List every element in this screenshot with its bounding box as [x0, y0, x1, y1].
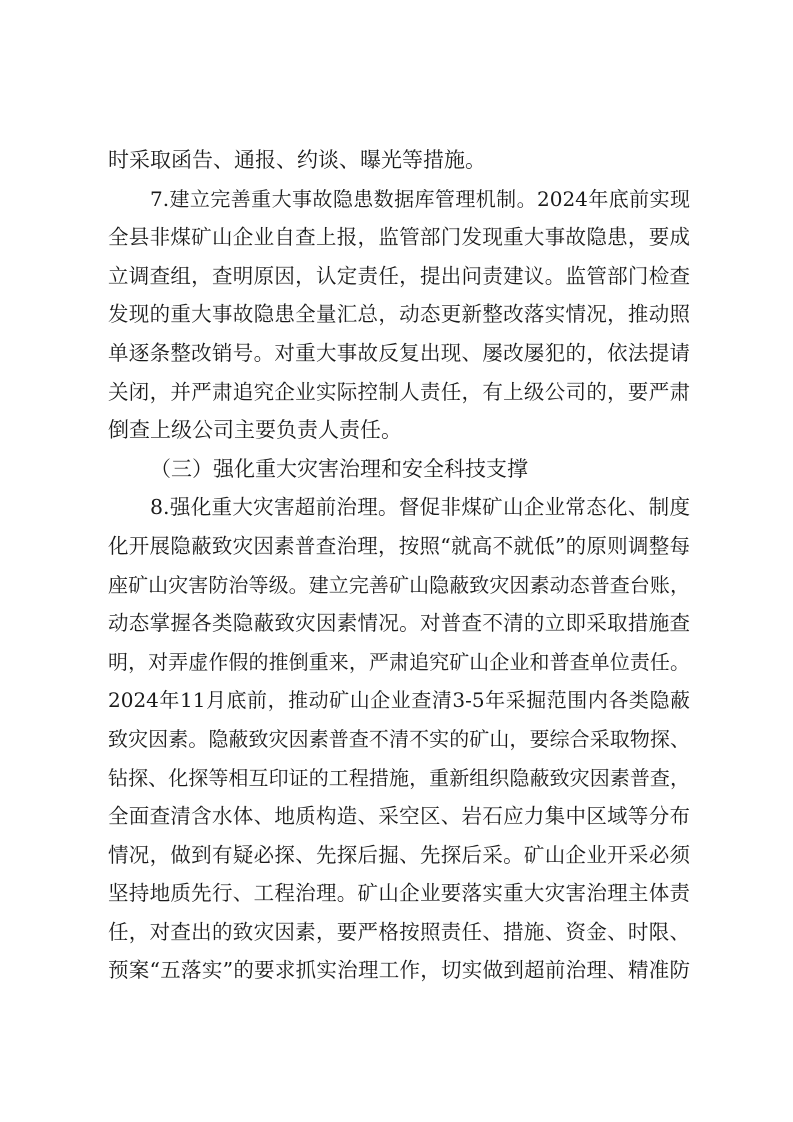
document-body [108, 141, 690, 990]
paragraph-line: 2024年11月底前，推动矿山企业查清3-5年采掘范围内各类隐蔽 [108, 688, 690, 713]
paragraph-line: 情况，做到有疑必探、先探后掘、先探后采。矿山企业开采必须 [108, 842, 690, 867]
paragraph-line: 全县非煤矿山企业自查上报，监管部门发现重大事故隐患，要成 [108, 225, 690, 250]
paragraph-line: 坚持地质先行、工程治理。矿山企业要落实重大灾害治理主体责 [108, 881, 690, 906]
paragraph-line: 明，对弄虚作假的推倒重来，严肃追究矿山企业和普查单位责任。 [108, 649, 690, 674]
paragraph-line: 任，对查出的致灾因素，要严格按照责任、措施、资金、时限、 [108, 919, 690, 944]
paragraph-line: 立调查组，查明原因，认定责任，提出问责建议。监管部门检查 [108, 263, 690, 288]
paragraph-line: 时采取函告、通报、约谈、曝光等措施。 [108, 148, 486, 172]
paragraph-line: 倒查上级公司主要负责人责任。 [108, 418, 402, 443]
paragraph-line: 关闭，并严肃追究企业实际控制人责任，有上级公司的，要严肃 [108, 379, 690, 404]
paragraph-line: 座矿山灾害防治等级。建立完善矿山隐蔽致灾因素动态普查台账， [108, 572, 690, 597]
paragraph-line: 化开展隐蔽致灾因素普查治理，按照“就高不就低”的原则调整每 [108, 533, 690, 558]
paragraph-line: 致灾因素。隐蔽致灾因素普查不清不实的矿山，要综合采取物探、 [108, 726, 690, 751]
paragraph-line: 动态掌握各类隐蔽致灾因素情况。对普查不清的立即采取措施查 [108, 611, 690, 636]
paragraph-line: 全面查清含水体、地质构造、采空区、岩石应力集中区域等分布 [108, 804, 690, 829]
paragraph-line: 单逐条整改销号。对重大事故反复出现、屡改屡犯的，依法提请 [108, 340, 690, 365]
paragraph-line: 钻探、化探等相互印证的工程措施，重新组织隐蔽致灾因素普查， [108, 765, 690, 790]
paragraph-line: 7.建立完善重大事故隐患数据库管理机制。2024年底前实现 [150, 186, 690, 211]
paragraph-line: 预案“五落实”的要求抓实治理工作，切实做到超前治理、精准防 [108, 958, 690, 983]
paragraph-line: 8.强化重大灾害超前治理。督促非煤矿山企业常态化、制度 [150, 495, 690, 520]
paragraph-line: 发现的重大事故隐患全量汇总，动态更新整改落实情况，推动照 [108, 302, 690, 327]
section-heading: （三）强化重大灾害治理和安全科技支撑 [150, 456, 528, 481]
